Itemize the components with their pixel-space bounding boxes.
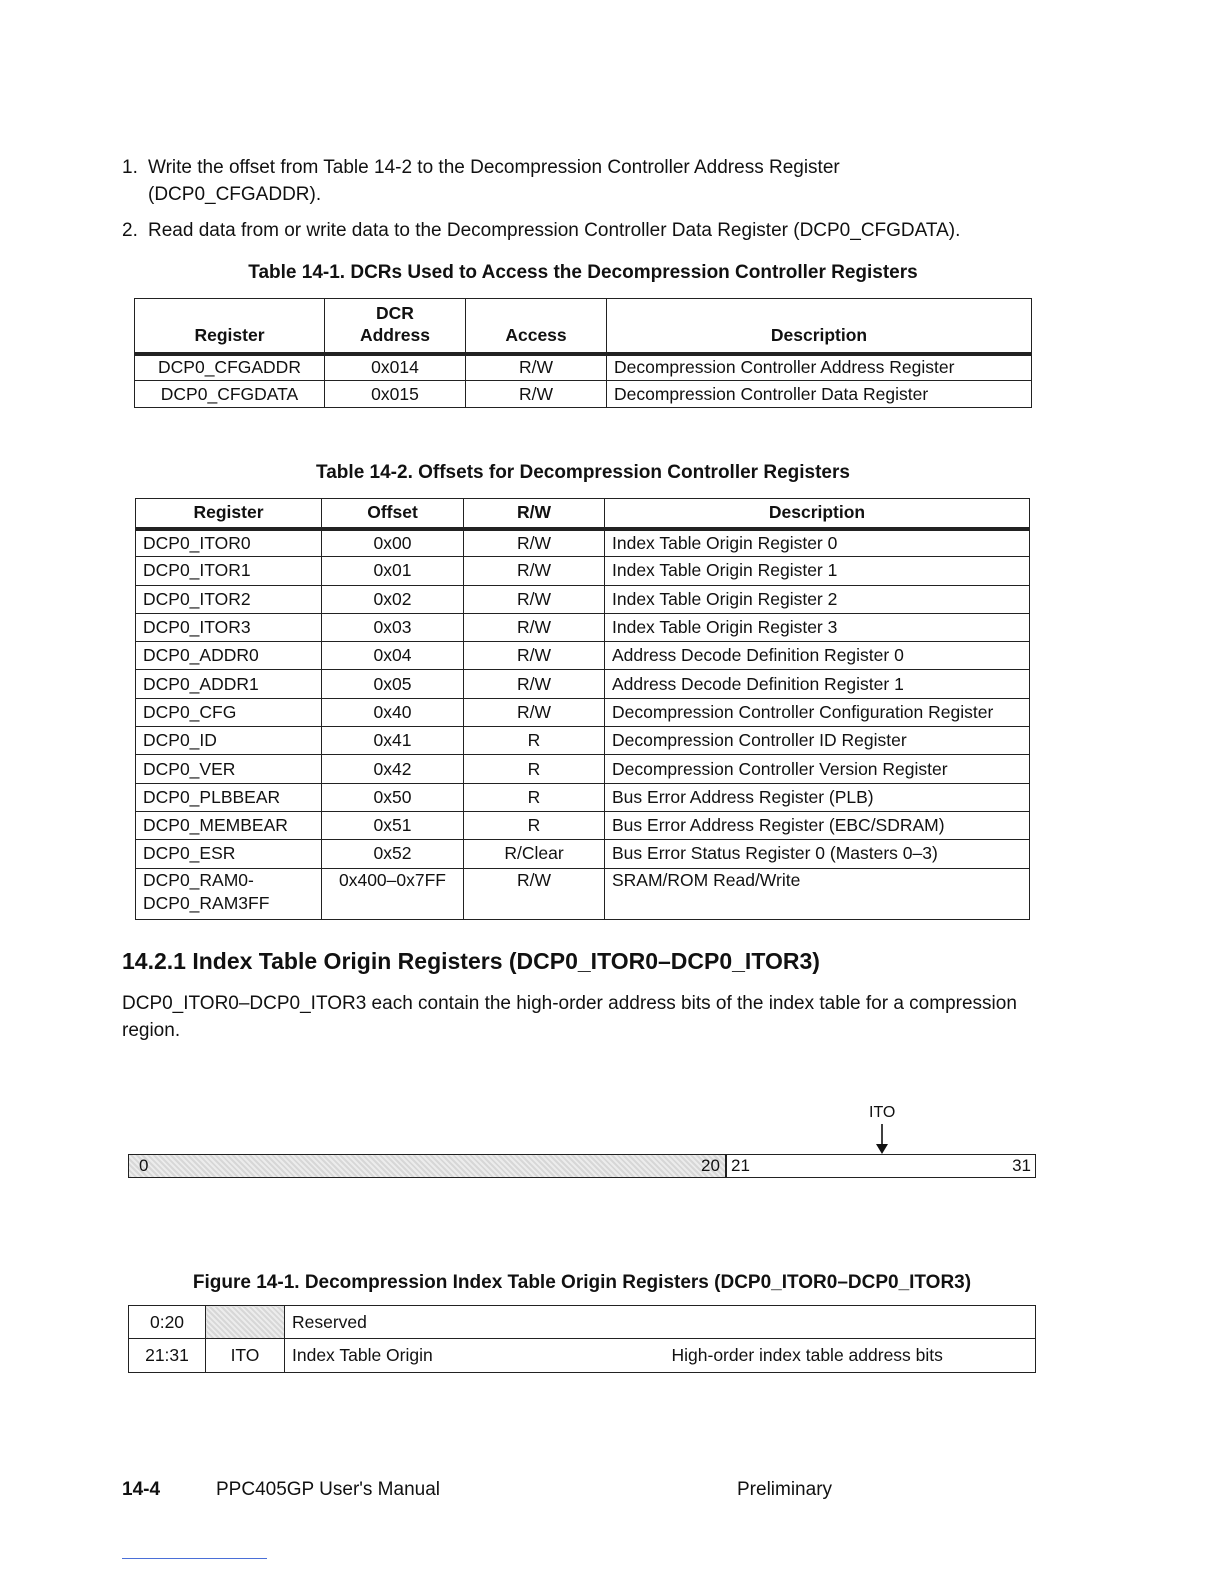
description-cell: SRAM/ROM Read/Write [605,868,1030,919]
register-cell: DCP0_VER [136,755,322,783]
offset-cell: 0x04 [322,642,464,670]
table1-header-dcr-address [325,299,466,354]
register-cell [136,868,322,919]
offset-cell: 0x40 [322,698,464,726]
step-text: Write the offset from Table 14-2 to the Decompression Controller Address Register [148,157,840,178]
table-row [136,557,1030,585]
description-cell: Index Table Origin Register 3 [605,613,1030,641]
address-cell: 0x014 [325,354,466,381]
ito-field-label: ITO [869,1104,896,1121]
register-cell: DCP0_CFGDATA [135,381,325,408]
down-arrow-icon [874,1124,890,1154]
table1 [134,298,1032,408]
preliminary-label: Preliminary [737,1479,833,1500]
register-cell: DCP0_ESR [136,840,322,868]
name-cell: Reserved [285,1306,1036,1339]
table2-header-offset: Offset [322,499,464,529]
register-cell: DCP0_ITOR1 [136,557,322,585]
step-number: 1. [122,157,138,178]
manual-title: PPC405GP User's Manual [216,1479,440,1500]
register-cell: DCP0_ITOR3 [136,613,322,641]
table-row [136,529,1030,557]
offset-cell: 0x42 [322,755,464,783]
field-cell: ITO [206,1339,285,1373]
reserved-bits-shading [129,1155,725,1177]
rw-cell: R/W [464,868,605,919]
table-row [136,642,1030,670]
address-label: Address [359,324,431,345]
description-cell: Decompression Controller Address Register [607,354,1032,381]
description-cell: Decompression Controller Data Register [607,381,1032,408]
register-cell: DCP0_ADDR1 [136,670,322,698]
table2 [135,498,1030,920]
access-cell: R/W [466,354,607,381]
step-text: Read data from or write data to the Decompression Controller Data Register (DCP0_CFGDATA). [148,220,961,241]
table-row [136,811,1030,839]
table-row [136,698,1030,726]
bits-cell: 0:20 [129,1306,206,1339]
register-cell: DCP0_ID [136,727,322,755]
bits-cell: 21:31 [129,1339,206,1373]
register-cell: DCP0_MEMBEAR [136,811,322,839]
table-row [136,670,1030,698]
table1-header-description: Description [607,299,1032,354]
rw-cell: R/W [464,557,605,585]
rw-cell: R/W [464,529,605,557]
offset-cell: 0x41 [322,727,464,755]
register-cell: DCP0_CFG [136,698,322,726]
footer-rule [122,1558,267,1559]
offset-cell: 0x05 [322,670,464,698]
dcr-label: DCR [376,302,414,323]
rw-cell: R [464,783,605,811]
register-bit-diagram [128,1154,1036,1178]
table1-caption: Table 14-1. DCRs Used to Access the Decompression Controller Registers [248,262,918,283]
table-row [136,727,1030,755]
description-cell: Bus Error Address Register (EBC/SDRAM) [605,811,1030,839]
description-cell: Bus Error Address Register (PLB) [605,783,1030,811]
offset-cell: 0x00 [322,529,464,557]
register-cell: DCP0_ADDR0 [136,642,322,670]
figure-caption: Figure 14-1. Decompression Index Table Origin Registers (DCP0_ITOR0–DCP0_ITOR3) [192,1272,972,1293]
description-cell: Decompression Controller ID Register [605,727,1030,755]
offset-cell: 0x400–0x7FF [322,868,464,919]
rw-cell: R [464,727,605,755]
register-cell: DCP0_ITOR0 [136,529,322,557]
name-cell: Index Table Origin [285,1339,665,1373]
rw-cell: R [464,755,605,783]
table-row [136,613,1030,641]
rw-cell: R/W [464,698,605,726]
register-range-start: DCP0_RAM0- [143,869,254,890]
description-cell: Address Decode Definition Register 1 [605,670,1030,698]
description-cell: Address Decode Definition Register 0 [605,642,1030,670]
register-range-end: DCP0_RAM3FF [143,892,270,913]
page-number: 14-4 [122,1479,161,1500]
description-cell: High-order index table address bits [665,1339,1036,1373]
offset-cell: 0x52 [322,840,464,868]
table-row [136,783,1030,811]
description-cell: Bus Error Status Register 0 (Masters 0–3) [605,840,1030,868]
table-row [129,1339,1036,1373]
offset-cell: 0x02 [322,585,464,613]
step-text-continued: (DCP0_CFGADDR). [148,184,322,205]
table-row [136,585,1030,613]
rw-cell: R [464,811,605,839]
table-row [129,1306,1036,1339]
offset-cell: 0x50 [322,783,464,811]
table-row [136,755,1030,783]
step-1 [122,154,1062,208]
rw-cell: R/W [464,585,605,613]
bit-0-label: 0 [139,1156,149,1175]
table1-header-register: Register [135,299,325,354]
table2-header-register: Register [136,499,322,529]
register-cell: DCP0_CFGADDR [135,354,325,381]
offset-cell: 0x03 [322,613,464,641]
access-cell: R/W [466,381,607,408]
description-cell: Index Table Origin Register 0 [605,529,1030,557]
table-row [136,840,1030,868]
offset-cell: 0x01 [322,557,464,585]
field-cell [206,1306,285,1339]
description-cell: Index Table Origin Register 2 [605,585,1030,613]
table-row [135,354,1032,381]
description-cell: Index Table Origin Register 1 [605,557,1030,585]
description-cell: Decompression Controller Version Register [605,755,1030,783]
step-number: 2. [122,220,138,241]
bit-21-label: 21 [731,1156,750,1175]
step-2 [122,217,1062,244]
field-divider [725,1155,727,1177]
table2-header-description: Description [605,499,1030,529]
section-heading: 14.2.1 Index Table Origin Registers (DCP0_ITOR0–DCP0_ITOR3) [122,948,820,974]
rw-cell: R/W [464,613,605,641]
table2-caption: Table 14-2. Offsets for Decompression Controller Registers [316,462,850,483]
rw-cell: R/W [464,642,605,670]
rw-cell: R/Clear [464,840,605,868]
table2-header-rw: R/W [464,499,605,529]
register-cell: DCP0_PLBBEAR [136,783,322,811]
table1-header-access: Access [466,299,607,354]
bit-20-label: 20 [701,1156,720,1175]
table-row [136,868,1030,919]
bit-31-label: 31 [1012,1156,1031,1175]
offset-cell: 0x51 [322,811,464,839]
register-cell: DCP0_ITOR2 [136,585,322,613]
address-cell: 0x015 [325,381,466,408]
rw-cell: R/W [464,670,605,698]
section-body: DCP0_ITOR0–DCP0_ITOR3 each contain the high-order address bits of the index table for a compression region. [122,993,1017,1041]
table-row [135,381,1032,408]
figure-field-table [128,1305,1036,1373]
description-cell: Decompression Controller Configuration Register [605,698,1030,726]
